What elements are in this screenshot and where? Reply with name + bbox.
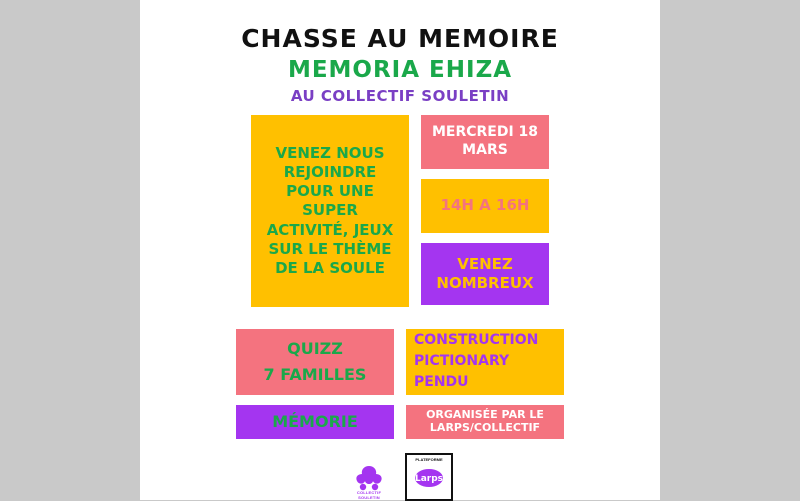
page-subtitle-basque: MEMORIA EHIZA	[287, 57, 513, 83]
logos-row	[166, 453, 634, 501]
right-margin	[660, 0, 800, 500]
games-right-box	[406, 329, 564, 395]
games-section	[166, 329, 634, 395]
organizer-line-2: LARPS/COLLECTIF	[429, 421, 541, 434]
logo-caption-top: PLATEFORME	[415, 457, 443, 462]
collectif-souletin-logo	[347, 457, 391, 501]
logo-caption: COLLECTIF SOULETIN	[356, 490, 382, 500]
memory-game-box: MÉMORIE	[236, 405, 394, 439]
larps-logo	[405, 453, 453, 501]
svg-text:Larps: Larps	[414, 474, 444, 484]
invite-box: VENEZ NOUS REJOINDRE POUR UNE SUPER ACTIVITÉ, JEUX SUR LE THÈME DE LA SOULE	[251, 115, 409, 307]
game-label: 7 FAMILLES	[263, 365, 367, 384]
game-label: CONSTRUCTION	[414, 332, 539, 349]
organizer-box	[406, 405, 564, 439]
games-left-box	[236, 329, 394, 395]
date-box: MERCREDI 18 MARS	[421, 115, 549, 169]
come-many-box: VENEZ NOMBREUX	[421, 243, 549, 305]
game-label: PENDU	[414, 373, 469, 390]
top-section	[166, 115, 634, 307]
game-label: QUIZZ	[287, 338, 343, 358]
page-title: CHASSE AU MEMOIRE	[241, 24, 559, 53]
footer-section	[166, 405, 634, 439]
page-subtitle-location: AU COLLECTIF SOULETIN	[290, 87, 510, 105]
game-label: PICTIONARY	[414, 353, 510, 370]
details-column	[421, 115, 549, 305]
invite-column	[251, 115, 409, 307]
poster	[140, 0, 660, 500]
organizer-line-1: ORGANISÉE PAR LE	[426, 408, 544, 422]
hours-box: 14H A 16H	[421, 179, 549, 233]
left-margin	[0, 0, 140, 500]
